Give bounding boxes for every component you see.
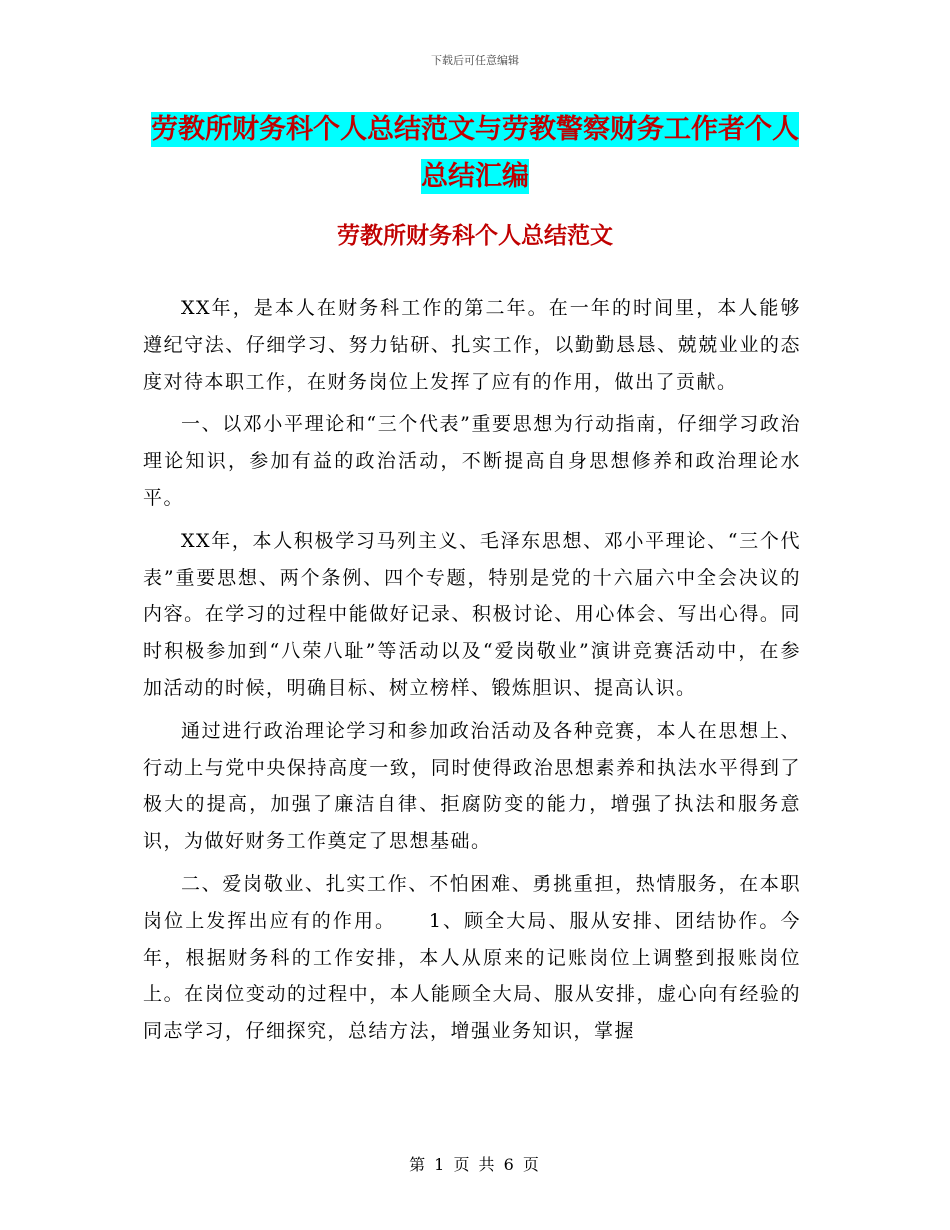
page-number-footer: 第 1 页 共 6 页 bbox=[409, 1155, 541, 1174]
section-title: 劳教所财务科个人总结范文 bbox=[337, 222, 613, 249]
document-title bbox=[150, 106, 800, 200]
body-paragraph: XX年，本人积极学习马列主义、毛泽东思想、邓小平理论、“三个代表”重要思想、两个条例、四个专题，特别是党的十六届六中全会决议的内容。在学习的过程中能做好记录、积极讨论、用心体会、写出心得。同时积极参加到“八荣八耻”等活动以及“爱岗敬业”演讲竞赛活动中，在参加活动的时候，明确目标、树立榜样、锻炼胆识、提高认识。 bbox=[143, 529, 801, 699]
document-body bbox=[143, 290, 801, 1050]
body-paragraph: 一、以邓小平理论和“三个代表”重要思想为行动指南，仔细学习政治理论知识，参加有益的政治活动，不断提高自身思想修养和政治理论水平。 bbox=[143, 413, 801, 509]
body-paragraph: 通过进行政治理论学习和参加政治活动及各种竞赛，本人在思想上、行动上与党中央保持高度一致，同时使得政治思想素养和执法水平得到了极大的提高，加强了廉洁自律、拒腐防变的能力，增强了执法和服务意识，为做好财务工作奠定了思想基础。 bbox=[143, 719, 801, 853]
body-paragraph: 二、爱岗敬业、扎实工作、不怕困难、勇挑重担，热情服务，在本职岗位上发挥出应有的作用。 1、顾全大局、服从安排、团结协作。今年，根据财务科的工作安排，本人从原来的记账岗位上调整到报账岗位上。在岗位变动的过程中，本人能顾全大局、服从安排，虚心向有经验的同志学习，仔细探究，总结方法，增强业务知识，掌握 bbox=[143, 872, 801, 1043]
page-header-note: 下载后可任意编辑 bbox=[431, 54, 519, 67]
body-paragraph: XX年，是本人在财务科工作的第二年。在一年的时间里，本人能够遵纪守法、仔细学习、努力钻研、扎实工作，以勤勤恳恳、兢兢业业的态度对待本职工作，在财务岗位上发挥了应有的作用，做出了贡献。 bbox=[143, 297, 801, 393]
document-title-text: 劳教所财务科个人总结范文与劳教警察财务工作者个人总结汇编 bbox=[151, 114, 799, 192]
